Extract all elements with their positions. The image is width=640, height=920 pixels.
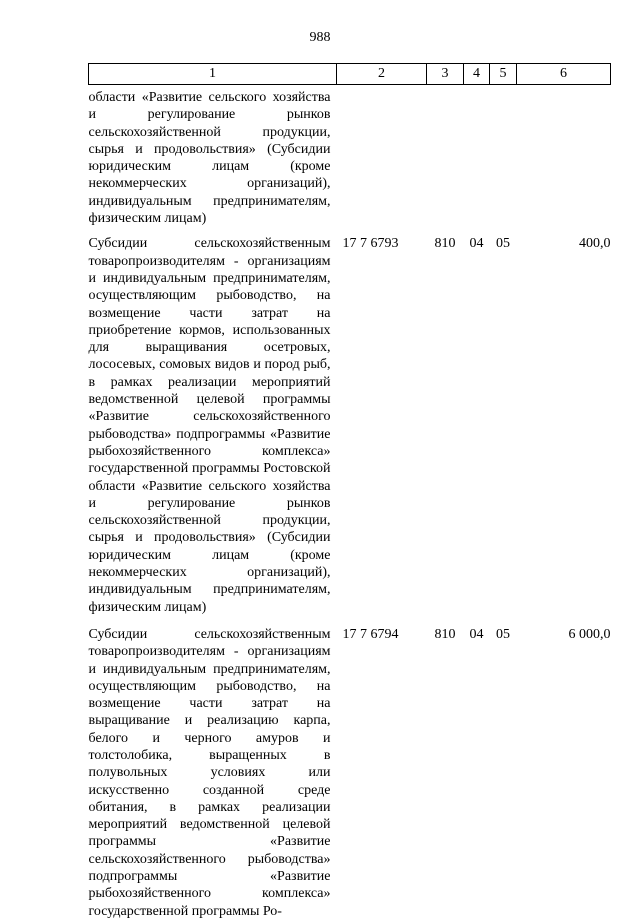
table-row bbox=[89, 231, 611, 622]
row-description: Субсидии сельскохозяйственным товаропроизводителям - организациям и индивидуальным предпринимателям, осуществляющим рыбоводство, на возмещение части затрат на приобретение кормов, использованных для выращивания осетровых, лососевых, сомовых видов и пород рыб, в рамках реализации мероприятий ведомственной целевой программы «Развитие сельскохозяйственного рыбоводства» подпрограммы «Развитие рыбохозяйственного комплекса» государственной программы Ростовской области «Развитие сельского хозяйства и регулирование рынков сельскохозяйственной продукции, сырья и продовольствия» (Субсидии юридическим лицам (кроме некоммерческих организаций), индивидуальным предпринимателям, физическим лицам) bbox=[88, 236, 331, 615]
row-subsection bbox=[490, 85, 517, 232]
row-target-code: 17 7 6794 bbox=[342, 626, 399, 642]
row-subsection: 05 bbox=[496, 626, 510, 642]
row-section: 04 bbox=[469, 236, 484, 252]
column-header-2: 2 bbox=[337, 64, 427, 85]
row-target-code bbox=[337, 85, 427, 232]
row-description: области «Развитие сельского хозяйства и регулирование рынков сельскохозяйственной продукции, сырья и продовольствия» (Субсидии юридическим лицам (кроме некоммерческих организаций), индивидуальным предпринимателям, физическим лицам) bbox=[88, 90, 331, 227]
table-row bbox=[89, 622, 611, 920]
row-description: Субсидии сельскохозяйственным товаропроизводителям - организациям и индивидуальным предпринимателям, осуществляющим рыбоводство, на возмещение части затрат на выращивание и реализацию карпа, белого и черного амуров и толстолобика, выращенных в полувольных условиях или искусственно созданной среде обитания, в рамках реализации мероприятий ведомственной целевой программы «Развитие сельскохозяйственного рыбоводства» подпрограммы «Развитие рыбохозяйственного комплекса» государственной программы Ро- bbox=[88, 626, 331, 919]
row-target-code: 17 7 6793 bbox=[342, 236, 399, 252]
table-row bbox=[89, 85, 611, 232]
row-expense-type bbox=[427, 85, 464, 232]
row-amount: 6 000,0 bbox=[568, 626, 611, 642]
column-header-6: 6 bbox=[517, 64, 611, 85]
row-subsection: 05 bbox=[496, 236, 510, 252]
row-section bbox=[464, 85, 490, 232]
column-header-1: 1 bbox=[89, 64, 337, 85]
column-header-4: 4 bbox=[464, 64, 490, 85]
column-header-3: 3 bbox=[427, 64, 464, 85]
row-amount bbox=[517, 85, 611, 232]
row-expense-type: 810 bbox=[434, 626, 456, 642]
page-number: 988 bbox=[309, 30, 331, 45]
column-header-5: 5 bbox=[490, 64, 517, 85]
budget-table bbox=[88, 63, 611, 920]
row-amount: 400,0 bbox=[579, 236, 611, 252]
row-section: 04 bbox=[469, 626, 484, 642]
table-header-row bbox=[89, 64, 611, 85]
row-expense-type: 810 bbox=[434, 236, 456, 252]
